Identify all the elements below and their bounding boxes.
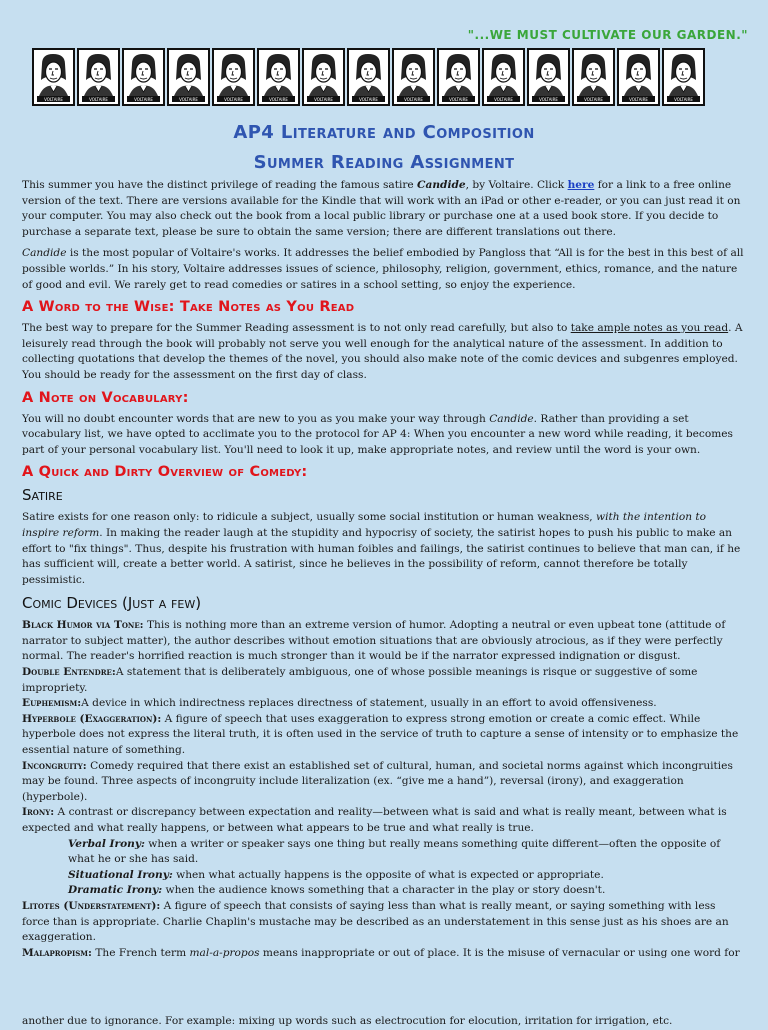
svg-text:VOLTAIRE: VOLTAIRE <box>44 97 63 102</box>
book-title: Candide <box>489 412 534 425</box>
voltaire-portrait <box>392 48 435 106</box>
device-term: Euphemism: <box>22 697 82 710</box>
device-term: Hyperbole (Exaggeration): <box>22 712 162 725</box>
voltaire-portrait <box>257 48 300 106</box>
device-term: Double Entendre: <box>22 666 116 679</box>
voltaire-portrait <box>527 48 570 106</box>
device-italic: mal-a-propos <box>189 946 260 959</box>
portrait-strip <box>32 48 705 106</box>
vocab-text-a: You will no doubt encounter words that are new to you as you make your way through <box>22 412 490 425</box>
device-term: Incongruity: <box>22 759 87 772</box>
svg-text:VOLTAIRE: VOLTAIRE <box>179 97 198 102</box>
device-term: Irony: <box>22 806 55 819</box>
satire-emphasis: with the intention to inspire reform <box>22 511 707 539</box>
intro-text-d: is the most popular of Voltaire's works. It addresses the belief embodied by Pangloss that “All is for the best in this best of all possible worlds.” In his story, Voltaire addresses issues of science, philosophy, religion, government, ethics, romance, and the nature of good and evil. We rarely get to read comedies or satires in a school setting, so enjoy the experience. <box>22 247 744 291</box>
device-text: A contrast or discrepancy between expectation and reality—between what is said and what is really meant, between what is expected and what really happens, or between what appears to be true and what really is true. <box>22 806 727 834</box>
device-entry <box>22 696 746 712</box>
device-text: A figure of speech that uses exaggeration to express strong emotion or create a comic effect. While hyperbole does not express the literal truth, it is often used in the service of truth to capture a sense of intensity or to emphasize the essential nature of something. <box>22 712 739 757</box>
irony-type-text: when what actually happens is the opposite of what is expected or appropriate. <box>172 868 604 881</box>
voltaire-portrait <box>437 48 480 106</box>
irony-type-term: Situational Irony: <box>68 868 173 881</box>
motto: "...WE MUST CULTIVATE OUR GARDEN." <box>467 28 748 42</box>
svg-text:VOLTAIRE: VOLTAIRE <box>89 97 108 102</box>
device-entry <box>22 665 746 696</box>
voltaire-portrait <box>482 48 525 106</box>
device-text: A device in which indirectness replaces directness of statement, usually in an effort to avoid offensiveness. <box>81 697 657 710</box>
voltaire-portrait <box>32 48 75 106</box>
voltaire-portrait <box>662 48 705 106</box>
svg-text:VOLTAIRE: VOLTAIRE <box>629 97 648 102</box>
page-title: AP4 Literature and Composition <box>233 122 535 143</box>
main-content <box>22 118 746 961</box>
device-entry <box>22 712 746 759</box>
device-entry <box>22 618 746 665</box>
svg-text:VOLTAIRE: VOLTAIRE <box>134 97 153 102</box>
voltaire-portrait <box>572 48 615 106</box>
svg-text:VOLTAIRE: VOLTAIRE <box>584 97 603 102</box>
online-text-link[interactable]: here <box>567 179 595 191</box>
svg-text:VOLTAIRE: VOLTAIRE <box>269 97 288 102</box>
svg-text:VOLTAIRE: VOLTAIRE <box>539 97 558 102</box>
page-subtitle: Summer Reading Assignment <box>253 152 515 173</box>
device-term: Litotes (Understatement): <box>22 899 161 912</box>
device-entry <box>22 759 746 806</box>
device-text: A statement that is deliberately ambiguous, one of whose possible meanings is risque or suggestive of some impropriety. <box>22 666 698 694</box>
devices-heading: Comic Devices (Just a few) <box>22 594 202 613</box>
svg-text:VOLTAIRE: VOLTAIRE <box>314 97 333 102</box>
irony-type-entry <box>22 868 746 884</box>
svg-text:VOLTAIRE: VOLTAIRE <box>224 97 243 102</box>
notes-paragraph <box>22 321 746 383</box>
irony-type-term: Verbal Irony: <box>68 837 145 850</box>
satire-paragraph <box>22 510 746 588</box>
intro-paragraph-1 <box>22 178 746 240</box>
page-bottom-text: another due to ignorance. For example: mixing up words such as electrocution for elocution, irritation for irrigation, etc. <box>22 1015 673 1027</box>
notes-heading: A Word to the Wise: Take Notes as You Read <box>22 299 355 316</box>
book-title: Candide <box>22 247 67 260</box>
voltaire-portrait <box>212 48 255 106</box>
satire-heading: Satire <box>22 486 63 505</box>
book-title: Candide <box>417 179 466 191</box>
irony-type-text: when the audience knows something that a character in the play or story doesn't. <box>162 884 606 897</box>
device-text: This is nothing more than an extreme version of humor. Adopting a neutral or even upbeat tone (attitude of narrator to subject matter), the author describes without emotion situations that are obviously atrocious, as if they were perfectly normal. The reader's horrified reaction is much stronger than it would be if the narrator expressed indignation or disgust. <box>22 619 726 663</box>
svg-text:VOLTAIRE: VOLTAIRE <box>449 97 468 102</box>
voltaire-portrait <box>167 48 210 106</box>
vocab-heading: A Note on Vocabulary: <box>22 389 189 406</box>
voltaire-portrait <box>77 48 120 106</box>
intro-text-b: , by Voltaire. Click <box>465 179 568 191</box>
device-entry <box>22 899 746 946</box>
intro-text-a: This summer you have the distinct privilege of reading the famous satire <box>22 179 418 191</box>
device-text: The French term <box>91 946 190 959</box>
voltaire-portrait <box>617 48 660 106</box>
device-term: Malapropism: <box>22 946 92 959</box>
irony-type-entry <box>22 883 746 899</box>
device-text-2: means inappropriate or out of place. It is the misuse of vernacular or using one word for <box>259 946 740 959</box>
notes-text-b: . A leisurely read through the book will probably not serve you well enough for the analytical nature of the assessment. In addition to collecting quotations that develop the themes of the novel, you should also make note of the comic devices and subgenres employed. You should be ready for the assessment on the first day of class. <box>22 322 743 381</box>
intro-text-c: for a link to a free online version of the text. There are versions available for the Kindle that will work with an iPad or other e-reader, or you can just read it on your computer. You may also check out the book from a local public library or purchase one at a used book store. If you decide to purchase a separate text, please be sure to obtain the same version; there are different translations out there. <box>22 179 741 238</box>
svg-text:VOLTAIRE: VOLTAIRE <box>404 97 423 102</box>
device-entry <box>22 946 746 962</box>
device-term: Black Humor via Tone: <box>22 619 144 632</box>
notes-emphasis: take ample notes as you read <box>570 322 729 335</box>
svg-text:VOLTAIRE: VOLTAIRE <box>359 97 378 102</box>
voltaire-portrait <box>122 48 165 106</box>
irony-type-term: Dramatic Irony: <box>68 884 163 897</box>
devices-list <box>22 618 746 961</box>
svg-text:VOLTAIRE: VOLTAIRE <box>674 97 693 102</box>
comedy-heading: A Quick and Dirty Overview of Comedy: <box>22 464 308 481</box>
device-entry <box>22 805 746 836</box>
irony-type-text: when a writer or speaker says one thing but really means something quite different—often the opposite of what he or she has said. <box>68 837 721 866</box>
device-text: Comedy required that there exist an established set of cultural, human, and societal norms against which incongruities may be found. Three aspects of incongruity include literalization (ex. “give me a hand”), reversal (irony), and exaggeration (hyperbole). <box>22 759 733 803</box>
voltaire-portrait <box>302 48 345 106</box>
satire-text-a: Satire exists for one reason only: to ridicule a subject, usually some social institution or human weakness, <box>22 511 596 524</box>
intro-paragraph-2 <box>22 246 746 293</box>
device-text: A figure of speech that consists of saying less than what is really meant, or saying something with less force than is appropriate. Charlie Chaplin's mustache may be described as an understatement in this sense just as his shoes are an exaggeration. <box>22 899 729 944</box>
voltaire-portrait <box>347 48 390 106</box>
notes-text-a: The best way to prepare for the Summer Reading assessment is to not only read carefully, but also to <box>22 322 571 335</box>
vocab-text-b: . Rather than providing a set vocabulary list, we have opted to acclimate you to the protocol for AP 4: When you encounter a new word while reading, it becomes part of your personal vocabulary list. You'll need to look it up, make appropriate notes, and review until the word is your own. <box>22 412 733 456</box>
satire-text-b: . In making the reader laugh at the stupidity and hypocrisy of society, the satirist hopes to push his public to make an effort to "fix things". Thus, despite his frustration with human foibles and failings, the satirist continues to believe that man can, if he has sufficient will, create a better world. A satirist, since he believes in the possibility of reform, cannot therefore be totally pessimistic. <box>22 526 741 586</box>
irony-type-entry <box>22 837 746 868</box>
vocab-paragraph <box>22 412 746 459</box>
svg-text:VOLTAIRE: VOLTAIRE <box>494 97 513 102</box>
